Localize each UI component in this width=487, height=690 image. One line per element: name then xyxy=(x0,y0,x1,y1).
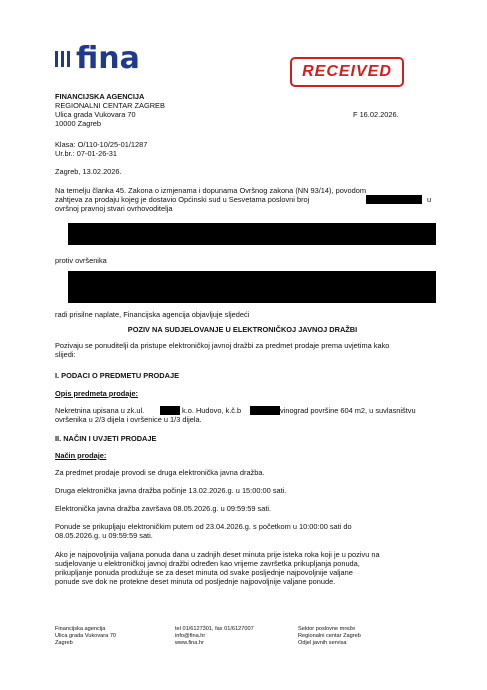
footer-website-link[interactable]: www.fina.hr xyxy=(175,640,204,646)
footer-col-1-line-2: Ulica grada Vukovara 70 xyxy=(55,633,117,639)
redaction-case-number xyxy=(366,195,422,204)
logo-bars-icon xyxy=(55,51,70,67)
intro-line-3: ovršnoj pravnoj stvari ovrhovoditelja xyxy=(55,204,173,213)
intro-line-2-end: u xyxy=(427,195,432,204)
org-region: REGIONALNI CENTAR ZAGREB xyxy=(55,101,165,110)
footer-col-3-line-3: Odjel javnih servisa xyxy=(298,640,347,646)
logo-text: fina xyxy=(76,41,140,76)
redaction-parcel xyxy=(250,406,280,415)
org-name: FINANCIJSKA AGENCIJA xyxy=(55,92,145,101)
section-1-subheading: Opis predmeta prodaje: xyxy=(55,389,138,398)
sale-paragraph-5-line-2: sudjelovanje u elektroničkoj javnoj dražbi određen kao vrijeme završetka prikupljanja ponuda, xyxy=(55,559,360,568)
section-2-heading: II. NAČIN I UVJETI PRODAJE xyxy=(55,434,157,443)
section-2-subheading: Način prodaje: xyxy=(55,451,107,460)
received-stamp xyxy=(290,57,404,87)
property-line-1a: Nekretnina upisana u zk.ul. xyxy=(55,406,145,415)
sale-paragraph-1: Za predmet prodaje provodi se druga elektronička javna dražba. xyxy=(55,468,265,477)
pozivaju-line-1: Pozivaju se ponuditelji da pristupe elektroničkoj javnoj dražbi za predmet prodaje prema uvjetima kako xyxy=(55,341,390,350)
pozivaju-line-2: slijedi: xyxy=(55,350,76,359)
sale-paragraph-5-line-3: prikupljanje ponuda produžuje se za deset minuta od svake posljednje najpovoljnije valjane xyxy=(55,568,353,577)
received-date-ref: F 16.02.2026. xyxy=(353,110,399,119)
org-city: 10000 Zagreb xyxy=(55,119,102,128)
sale-paragraph-5-line-4: ponude sve dok ne protekne deset minuta od posljednje najpovoljnije valjane ponude. xyxy=(55,577,336,586)
footer-col-3-line-2: Regionalni centar Zagreb xyxy=(298,633,361,639)
sale-paragraph-3: Elektronička javna dražba završava 08.05.2026.g. u 09:59:59 sati. xyxy=(55,504,272,513)
sale-paragraph-2: Druga elektronička javna dražba počinje 13.02.2026.g. u 15:00:00 sati. xyxy=(55,486,287,495)
sale-paragraph-4-line-1: Ponude se prikupljaju elektroničkim putem od 23.04.2026.g. s početkom u 10:00:00 sati do xyxy=(55,522,352,531)
intro-line-2 xyxy=(55,195,309,204)
redaction-creditor xyxy=(68,223,436,245)
redaction-debtor xyxy=(68,271,436,303)
document-title: POZIV NA SUDJELOVANJE U ELEKTRONIČKOJ JAVNOJ DRAŽBI xyxy=(127,325,358,334)
footer-phone: tel 01/6127301, fax 01/6127007 xyxy=(175,626,254,632)
footer-col-3-line-1: Sektor poslovne mreže xyxy=(298,626,356,632)
document-date: Zagreb, 13.02.2026. xyxy=(55,167,122,176)
intro-line-2-text: zahtjeva za prodaju kojeg je dostavio Općinski sud u Sesvetama poslovni broj xyxy=(55,195,310,204)
property-line-1c: vinograd površine 604 m2, u suvlasništvu xyxy=(280,406,416,415)
org-street: Ulica grada Vukovara 70 xyxy=(55,110,136,119)
klasa: Klasa: O/110-10/25-01/1287 xyxy=(55,140,148,149)
property-line-2: ovršenika u 2/3 dijela i ovršenice u 1/3 dijela. xyxy=(55,415,202,424)
sale-paragraph-5-line-1: Ako je najpovoljnija valjana ponuda dana u zadnjih deset minuta prije isteka roka koji je u pozivu na xyxy=(55,550,380,559)
section-1-heading: I. PODACI O PREDMETU PRODAJE xyxy=(55,371,180,380)
redaction-land-registry xyxy=(160,406,180,415)
radi-text: radi prisilne naplate, Financijska agencija objavljuje sljedeći xyxy=(55,310,250,319)
footer-col-1-line-1: Financijska agencija xyxy=(55,626,106,632)
protiv-text: protiv ovršenika xyxy=(55,256,107,265)
intro-line-1: Na temelju članka 45. Zakona o izmjenama i dopunama Ovršnog zakona (NN 93/14), povodom xyxy=(55,186,366,195)
urbroj: Ur.br.: 07-01-26-31 xyxy=(55,149,118,158)
footer-email-link[interactable]: info@fina.hr xyxy=(175,633,206,639)
property-line-1b: k.o. Hudovo, k.č.b xyxy=(182,406,242,415)
fina-logo xyxy=(55,41,140,76)
footer-col-1-line-3: Zagreb xyxy=(55,640,73,646)
sale-paragraph-4-line-2: 08.05.2026.g. u 09:59:59 sati. xyxy=(55,531,153,540)
stamp-text: RECEIVED xyxy=(302,63,392,80)
